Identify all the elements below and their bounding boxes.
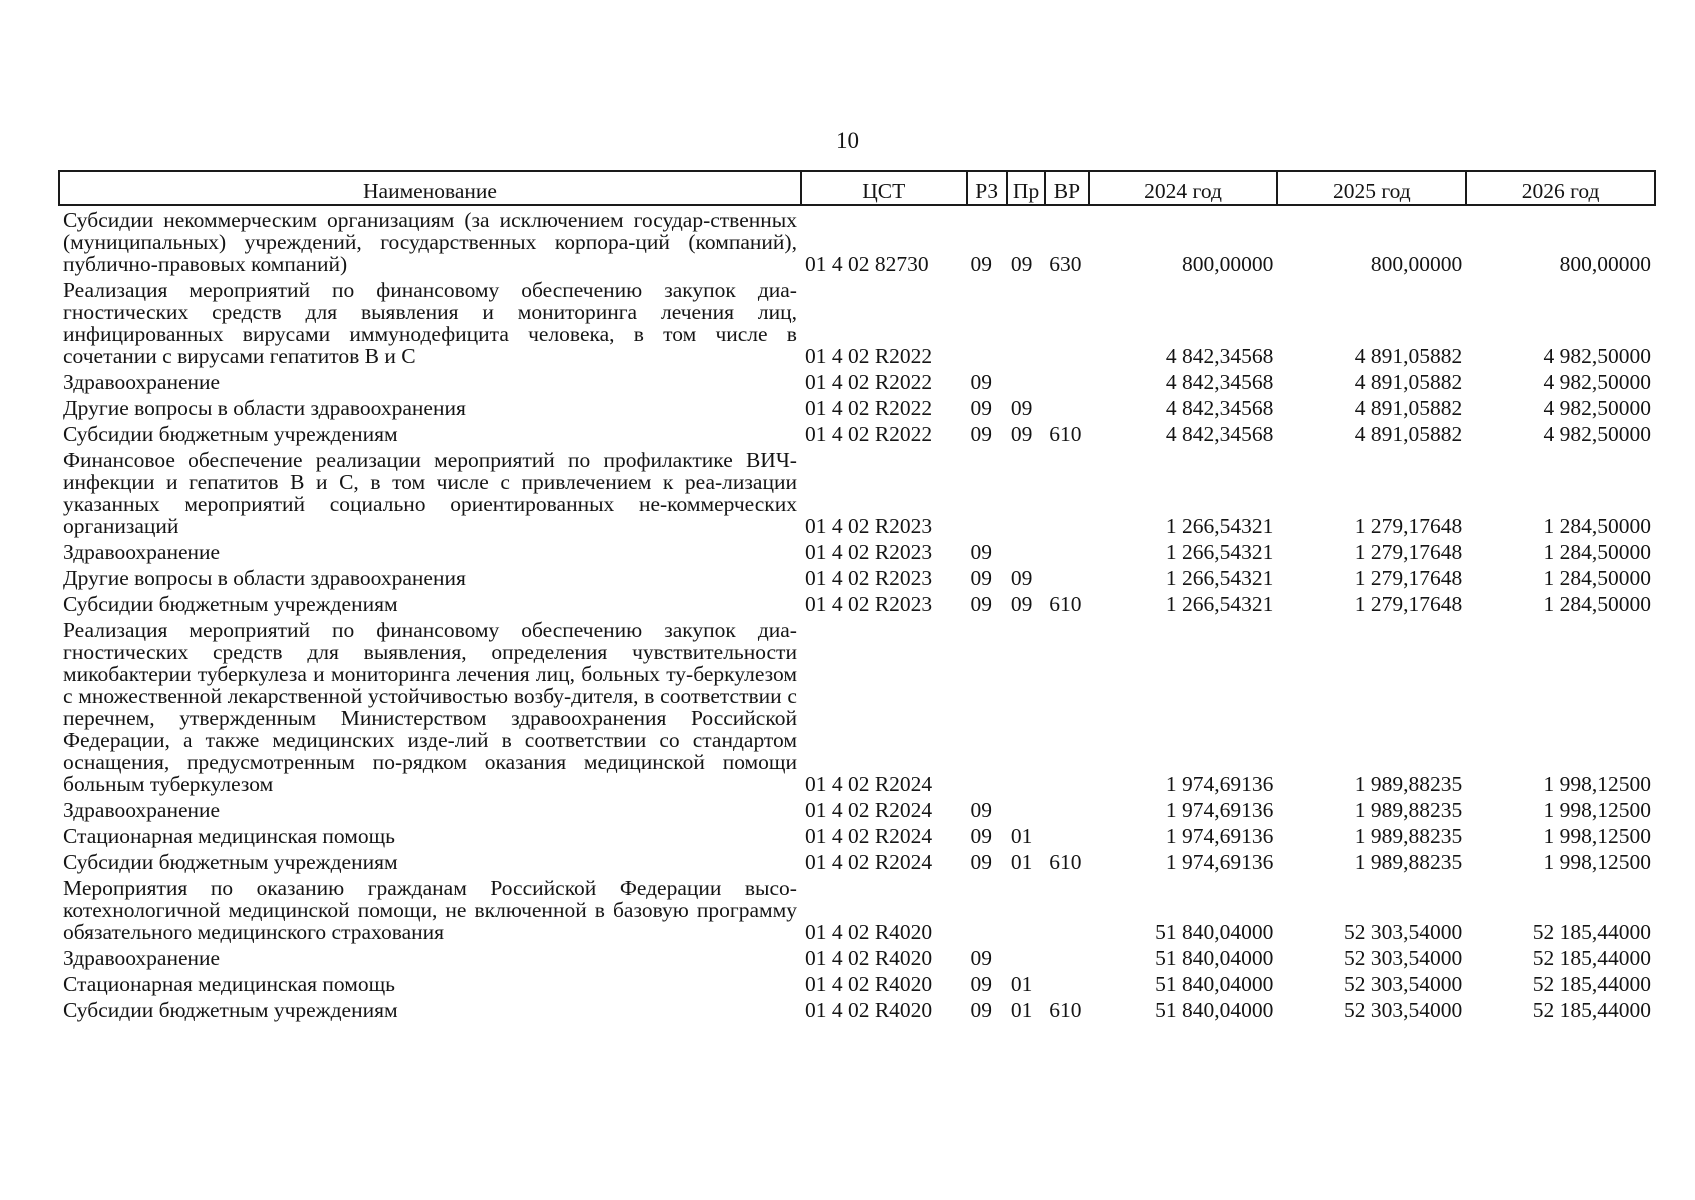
row-value-2026: 4 982,50000 [1543,422,1651,446]
row-value-2026: 800,00000 [1559,252,1651,276]
row-vr [1045,276,1088,368]
row-pr: 09 [1010,422,1033,446]
row-pr [1007,874,1045,944]
row-rz [967,616,1007,796]
row-name: Субсидии бюджетным учреждениям [63,422,398,446]
table-row [59,205,1655,276]
table-row [59,848,1655,874]
row-value-2024: 1 974,69136 [1165,772,1274,796]
row-pr: 09 [1010,252,1033,276]
row-value-2026: 1 998,12500 [1543,824,1651,848]
header-rz: РЗ [967,171,1007,205]
row-vr [1045,616,1088,796]
row-value-2024: 51 840,04000 [1155,946,1274,970]
row-value-2024: 800,00000 [1182,252,1274,276]
row-value-2024: 4 842,34568 [1165,396,1274,420]
row-cst: 01 4 02 R4020 [804,998,933,1022]
row-value-2026: 52 185,44000 [1532,998,1651,1022]
row-value-2024: 1 266,54321 [1165,592,1274,616]
budget-table [58,170,1656,1022]
row-name: Другие вопросы в области здравоохранения [63,396,466,420]
row-value-2024: 4 842,34568 [1165,370,1274,394]
table-row [59,944,1655,970]
row-pr [1007,616,1045,796]
row-rz: 09 [970,540,993,564]
row-value-2025: 1 279,17648 [1354,540,1463,564]
row-cst: 01 4 02 R2022 [804,396,933,420]
row-value-2024: 4 842,34568 [1165,344,1274,368]
row-name: Здравоохранение [63,370,221,394]
table-row [59,590,1655,616]
row-rz: 09 [970,566,993,590]
row-vr: 610 [1049,850,1082,874]
row-cst: 01 4 02 R2024 [804,850,933,874]
row-value-2025: 4 891,05882 [1354,370,1463,394]
row-vr [1045,394,1088,420]
row-value-2024: 4 842,34568 [1165,422,1274,446]
row-name: Мероприятия по оказанию гражданам Российской Федерации высо-котехнологичной медицинской помощи, не включенной в базовую программу обязательного медицинского страхования [63,876,797,944]
row-cst: 01 4 02 R2023 [804,514,933,538]
page-number: 10 [836,128,859,153]
row-rz: 09 [970,252,993,276]
row-value-2025: 1 279,17648 [1354,514,1463,538]
row-pr [1007,538,1045,564]
row-rz: 09 [970,422,993,446]
row-pr: 09 [1010,566,1033,590]
row-value-2024: 1 974,69136 [1165,824,1274,848]
row-pr: 01 [1010,998,1033,1022]
row-cst: 01 4 02 R4020 [804,946,933,970]
row-name: Другие вопросы в области здравоохранения [63,566,466,590]
header-year-2024: 2024 год [1089,171,1278,205]
row-cst: 01 4 02 R2024 [804,798,933,822]
row-name: Субсидии некоммерческим организациям (за исключением государ-ственных (муниципальных) учреждений, государственных корпора-ций (компаний), публично-правовых компаний) [63,208,797,276]
header-name: Наименование [59,171,801,205]
row-rz: 09 [970,824,993,848]
row-vr [1045,564,1088,590]
row-rz [967,874,1007,944]
row-pr [1007,796,1045,822]
row-value-2026: 52 185,44000 [1532,972,1651,996]
row-cst: 01 4 02 R2024 [804,772,933,796]
row-value-2026: 1 284,50000 [1543,540,1651,564]
row-pr [1007,944,1045,970]
row-value-2025: 1 989,88235 [1354,798,1463,822]
row-value-2026: 4 982,50000 [1543,344,1651,368]
row-value-2024: 51 840,04000 [1155,998,1274,1022]
table-row [59,616,1655,796]
row-name: Финансовое обеспечение реализации мероприятий по профилактике ВИЧ-инфекции и гепатитов В и С, в том числе с привлечением к реа-лизации указанных мероприятий социально ориентированных не-коммерческих организаций [63,448,797,538]
header-row [59,171,1655,205]
row-name: Стационарная медицинская помощь [63,824,395,848]
row-value-2025: 1 279,17648 [1354,592,1463,616]
row-value-2026: 1 998,12500 [1543,850,1651,874]
row-pr: 01 [1010,972,1033,996]
row-vr [1045,874,1088,944]
row-value-2025: 4 891,05882 [1354,396,1463,420]
table-row [59,446,1655,538]
row-cst: 01 4 02 R2022 [804,344,933,368]
header-vr: ВР [1045,171,1088,205]
row-pr: 09 [1010,396,1033,420]
table-row [59,394,1655,420]
table-row [59,276,1655,368]
row-value-2025: 1 989,88235 [1354,772,1463,796]
row-value-2026: 52 185,44000 [1532,946,1651,970]
row-rz [967,276,1007,368]
header-year-2026: 2026 год [1466,171,1655,205]
row-value-2024: 51 840,04000 [1155,920,1274,944]
table-header [59,171,1655,205]
row-vr [1045,796,1088,822]
row-value-2025: 52 303,54000 [1343,946,1463,970]
row-value-2024: 51 840,04000 [1155,972,1274,996]
row-name: Субсидии бюджетным учреждениям [63,998,398,1022]
row-name: Здравоохранение [63,798,221,822]
row-value-2026: 4 982,50000 [1543,396,1651,420]
row-rz: 09 [970,370,993,394]
row-cst: 01 4 02 R2023 [804,566,933,590]
header-pr: Пр [1007,171,1045,205]
row-value-2025: 1 989,88235 [1354,850,1463,874]
table-row [59,996,1655,1022]
row-pr: 09 [1010,592,1033,616]
table-row [59,970,1655,996]
row-cst: 01 4 02 82730 [804,252,929,276]
row-rz: 09 [970,850,993,874]
row-vr: 630 [1049,252,1082,276]
row-rz: 09 [970,972,993,996]
row-value-2025: 1 989,88235 [1354,824,1463,848]
row-name: Стационарная медицинская помощь [63,972,395,996]
header-cst: ЦСТ [801,171,967,205]
row-name: Здравоохранение [63,946,221,970]
row-pr: 01 [1010,850,1033,874]
row-value-2026: 4 982,50000 [1543,370,1651,394]
row-cst: 01 4 02 R2023 [804,592,933,616]
row-rz: 09 [970,998,993,1022]
row-pr [1007,368,1045,394]
row-value-2025: 4 891,05882 [1354,422,1463,446]
row-rz: 09 [970,396,993,420]
table-row [59,538,1655,564]
row-value-2024: 1 266,54321 [1165,540,1274,564]
table-row [59,368,1655,394]
row-value-2025: 800,00000 [1370,252,1463,276]
row-cst: 01 4 02 R4020 [804,920,933,944]
row-cst: 01 4 02 R2023 [804,540,933,564]
row-value-2026: 52 185,44000 [1532,920,1651,944]
row-value-2025: 4 891,05882 [1354,344,1463,368]
row-pr: 01 [1010,824,1033,848]
row-vr: 610 [1049,422,1082,446]
row-value-2024: 1 974,69136 [1165,850,1274,874]
row-name: Здравоохранение [63,540,221,564]
row-vr [1045,944,1088,970]
row-pr [1007,276,1045,368]
row-value-2024: 1 266,54321 [1165,514,1274,538]
row-value-2026: 1 284,50000 [1543,592,1651,616]
table-row [59,420,1655,446]
row-vr: 610 [1049,998,1082,1022]
row-value-2025: 52 303,54000 [1343,998,1463,1022]
row-vr [1045,822,1088,848]
row-value-2025: 52 303,54000 [1343,920,1463,944]
row-vr [1045,970,1088,996]
row-value-2026: 1 284,50000 [1543,514,1651,538]
row-rz: 09 [970,798,993,822]
row-vr [1045,446,1088,538]
row-name: Субсидии бюджетным учреждениям [63,850,398,874]
row-value-2025: 52 303,54000 [1343,972,1463,996]
row-vr [1045,368,1088,394]
row-rz [967,446,1007,538]
header-year-2025: 2025 год [1277,171,1466,205]
row-value-2026: 1 998,12500 [1543,798,1651,822]
row-pr [1007,446,1045,538]
row-cst: 01 4 02 R2022 [804,422,933,446]
row-cst: 01 4 02 R2024 [804,824,933,848]
row-cst: 01 4 02 R4020 [804,972,933,996]
row-value-2026: 1 998,12500 [1543,772,1651,796]
table-row [59,796,1655,822]
row-rz: 09 [970,946,993,970]
table-row [59,564,1655,590]
row-rz: 09 [970,592,993,616]
row-value-2025: 1 279,17648 [1354,566,1463,590]
table-row [59,822,1655,848]
row-vr [1045,538,1088,564]
row-vr: 610 [1049,592,1082,616]
row-name: Субсидии бюджетным учреждениям [63,592,398,616]
row-name: Реализация мероприятий по финансовому обеспечению закупок диа-гностических средств для выявления и мониторинга лечения лиц, инфицированных вирусами иммунодефицита человека, в том числе в сочетании с вирусами гепатитов В и С [63,278,797,368]
table-row [59,874,1655,944]
row-value-2024: 1 974,69136 [1165,798,1274,822]
table-body [59,205,1655,1022]
row-cst: 01 4 02 R2022 [804,370,933,394]
row-value-2024: 1 266,54321 [1165,566,1274,590]
row-name: Реализация мероприятий по финансовому обеспечению закупок диа-гностических средств для выявления, определения чувствительности микобактерии туберкулеза и мониторинга лечения лиц, больных ту-беркулезом с множественной лекарственной устойчивостью возбу-дителя, в соответствии с перечнем, утвержденным Министерством здравоохранения Российской Федерации, а также медицинских изде-лий в соответствии со стандартом оснащения, предусмотренным по-рядком оказания медицинской помощи больным туберкулезом [63,618,797,796]
row-value-2026: 1 284,50000 [1543,566,1651,590]
